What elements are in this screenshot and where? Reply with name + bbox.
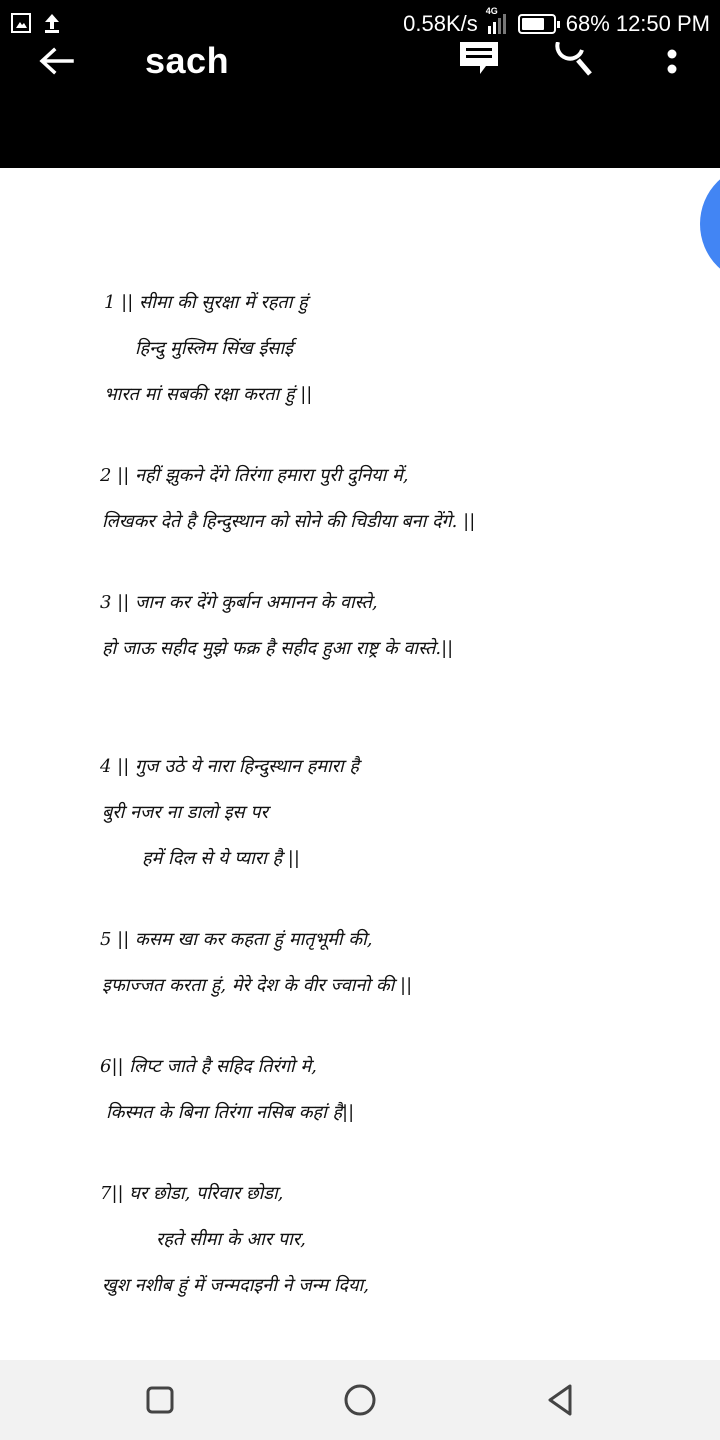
poem-line: लिखकर देते है हिन्दुस्थान को सोने की चिडीया बना देंगे. || [102,511,476,532]
poem-line: 6|| लिप्ट जाते है सहिद तिरंगो मे, [100,1056,317,1077]
comment-button[interactable] [458,42,502,82]
poem-line: 2 || नहीं झुकने देंगे तिरंगा हमारा पुरी दुनिया में, [100,465,409,486]
search-button[interactable] [552,42,596,82]
poem-line: खुश नशीब हुं में जन्मदाइनी ने जन्म दिया, [102,1275,369,1296]
back-button[interactable] [36,42,76,82]
network-type: 4G [485,6,498,16]
poem-line: 1 || सीमा की सुरक्षा में रहता हुं [104,292,308,313]
poem-line: भारत मां सबकी रक्षा करता हुं || [104,384,313,405]
navigation-bar [0,1360,720,1440]
recents-icon [140,1380,180,1420]
poem-line: रहते सीमा के आर पार, [156,1229,306,1250]
search-icon [552,42,596,82]
comment-icon [458,42,502,82]
status-right [403,6,710,37]
home-icon [340,1380,380,1420]
document-page [0,168,720,1360]
signal-icon [484,6,512,36]
poem-line: किस्मत के बिना तिरंगा नसिब कहां है|| [106,1102,355,1123]
status-left [10,12,62,34]
more-options-button[interactable] [650,42,694,82]
screenshot-icon [10,12,32,34]
clock: 12:50 PM [615,11,710,36]
app-bar [0,40,720,168]
battery-icon [518,14,556,34]
poem-line: 4 || गुज उठे ये नारा हिन्दुस्थान हमारा है [100,756,359,777]
upload-icon [42,12,62,34]
poem-line: बुरी नजर ना डालो इस पर [102,802,269,823]
recents-button[interactable] [140,1380,180,1420]
back-icon [540,1380,580,1420]
network-speed: 0.58K/s [403,11,478,36]
poem-line: हो जाऊ सहीद मुझे फक्र है सहीद हुआ राष्ट्र के वास्ते.|| [102,638,454,659]
poem-line: हिन्दु मुस्लिम सिंख ईसाई [135,338,293,359]
poem-line: हमें दिल से ये प्यारा है || [142,848,300,869]
poem-line: इफाज्जत करता हुं, मेरे देश के वीर ज्वानो की || [102,975,413,996]
home-button[interactable] [340,1380,380,1420]
more-vert-icon [650,42,694,82]
battery-percent: 68% [565,11,610,36]
back-nav-button[interactable] [540,1380,580,1420]
back-arrow-icon [36,42,76,82]
poem-line: 7|| घर छोडा, परिवार छोडा, [100,1183,284,1204]
poem-line: 5 || कसम खा कर कहता हुं मातृभूमी की, [100,929,373,950]
poem-line: 3 || जान कर देंगे कुर्बान अमानन के वास्ते, [100,592,378,613]
page-title: sach [145,40,230,81]
